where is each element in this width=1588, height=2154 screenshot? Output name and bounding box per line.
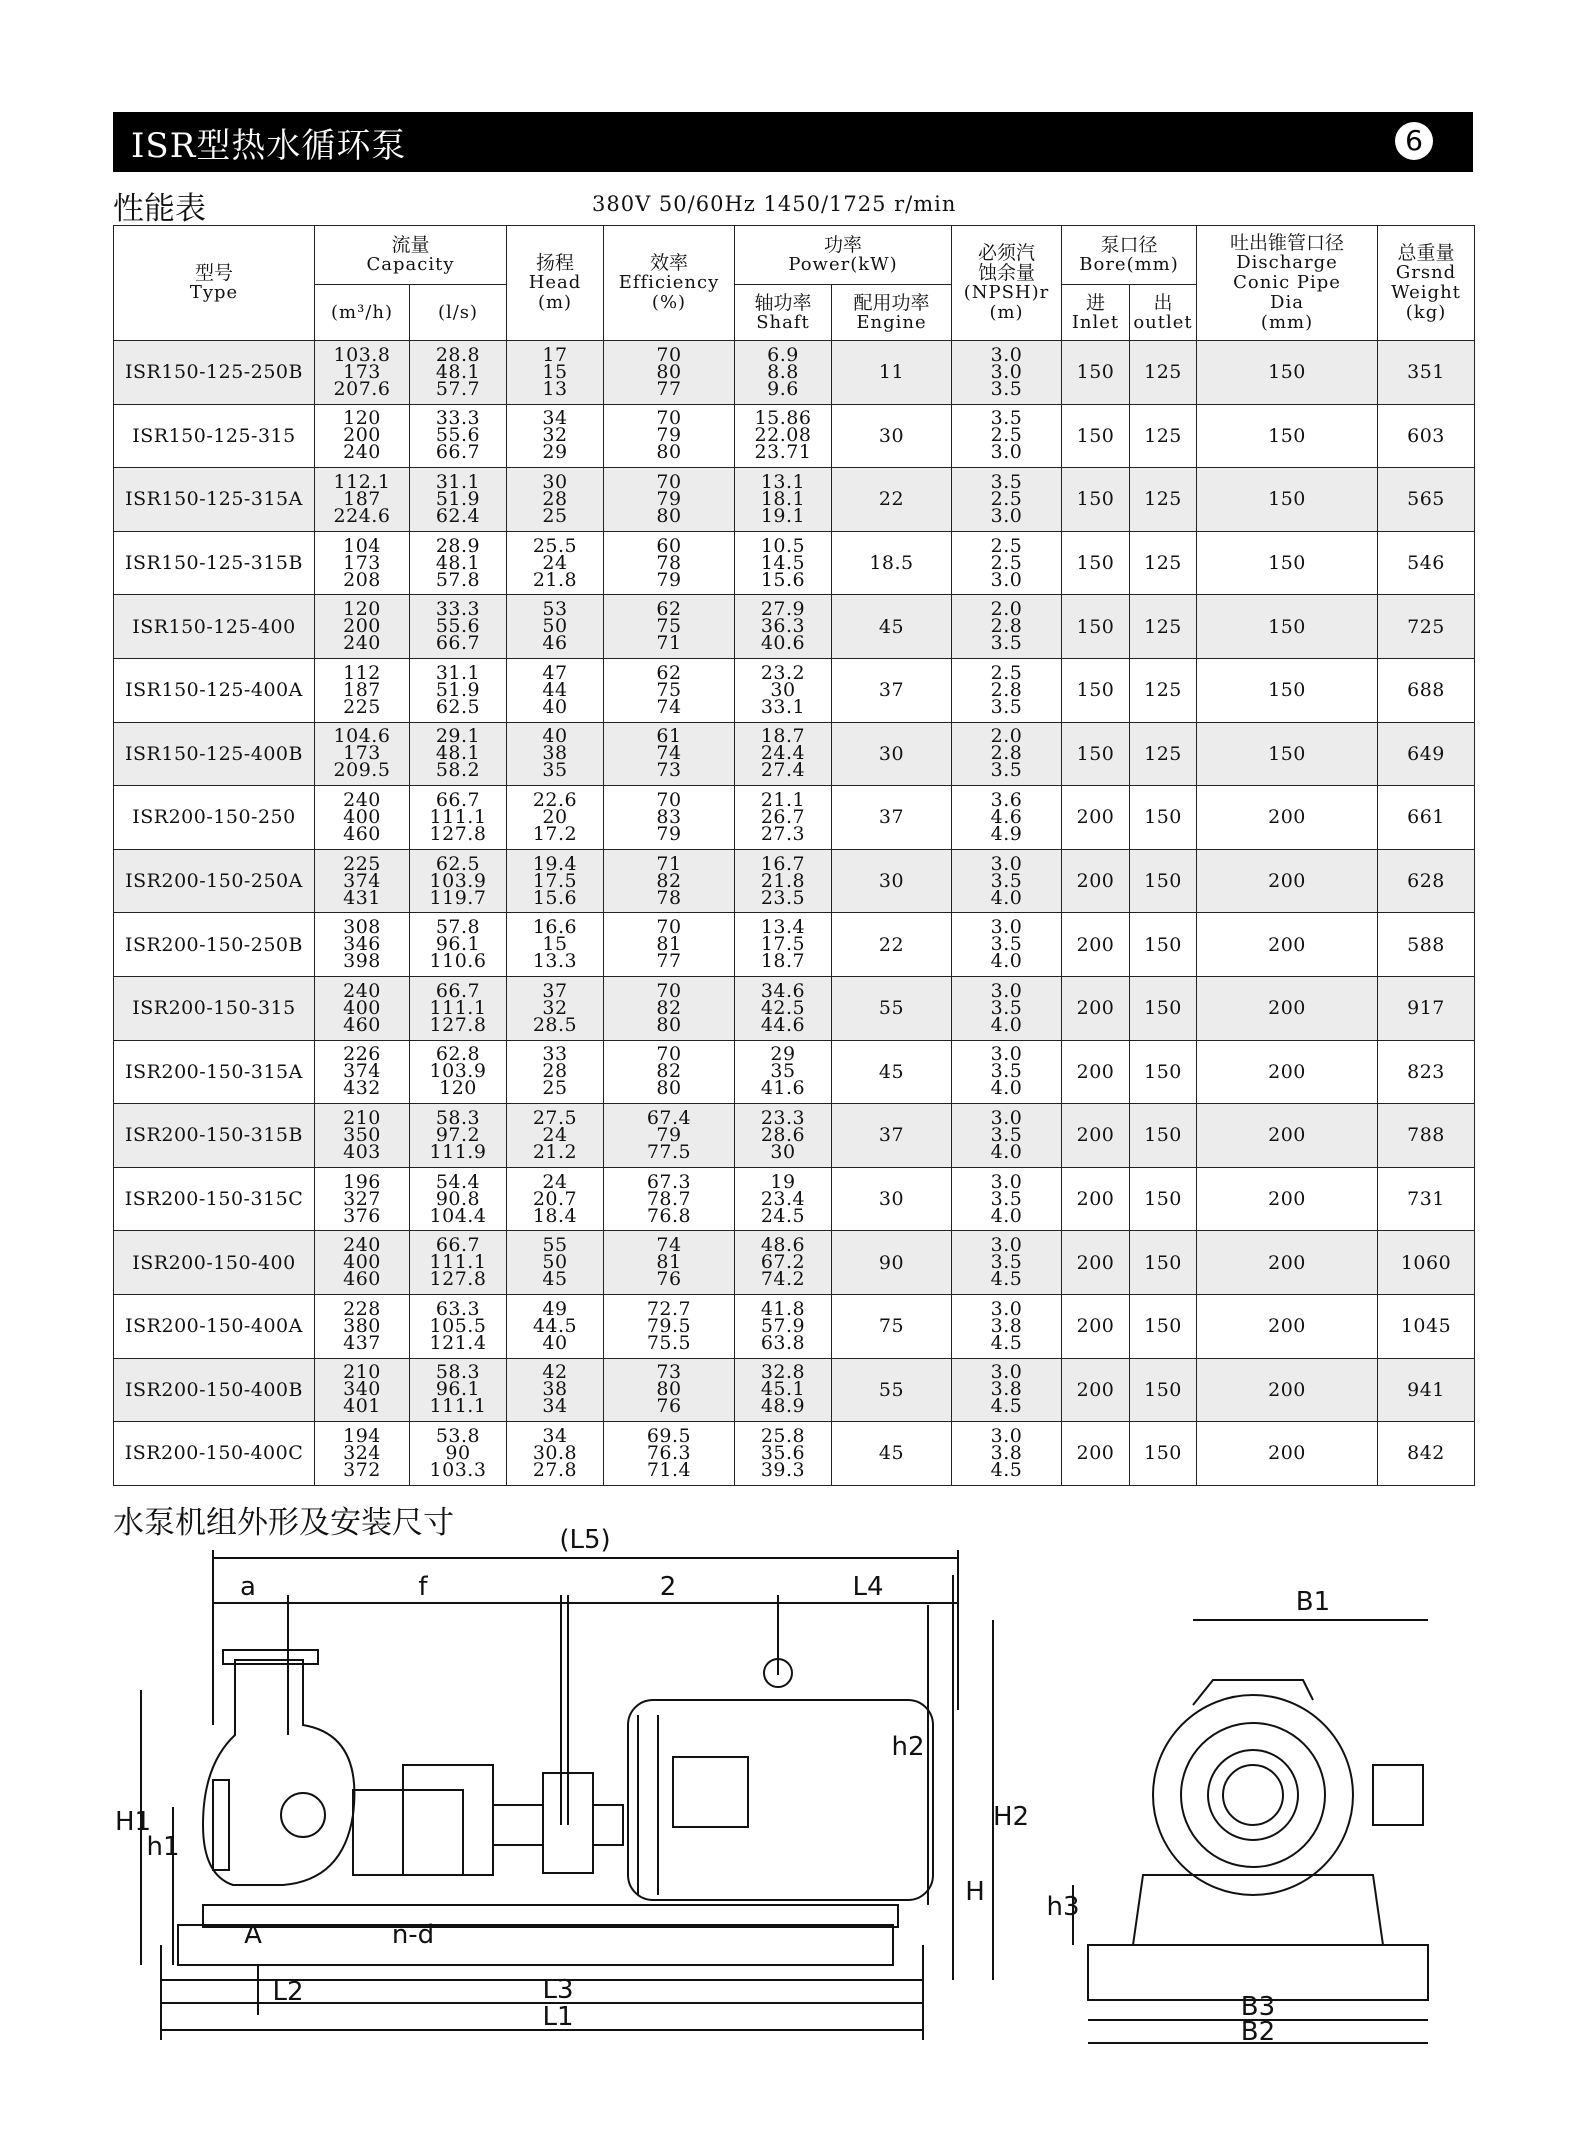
- cell-ls: 66.7 111.1 127.8: [410, 1231, 507, 1295]
- cell-eff: 62 75 71: [604, 595, 735, 659]
- cell-model: ISR200-150-250: [114, 786, 315, 850]
- cell-engine: 90: [832, 1231, 952, 1295]
- header-bar: [113, 112, 1473, 172]
- cell-eff: 70 82 80: [604, 1040, 735, 1104]
- cell-head: 25.5 24 21.8: [507, 531, 604, 595]
- cell-engine: 11: [832, 341, 952, 405]
- cell-outlet: 125: [1130, 531, 1197, 595]
- cell-m3h: 308 346 398: [315, 913, 410, 977]
- col-capacity: 流量 Capacity: [315, 226, 507, 285]
- cell-engine: 37: [832, 786, 952, 850]
- cell-outlet: 125: [1130, 658, 1197, 722]
- cell-shaft: 10.5 14.5 15.6: [735, 531, 832, 595]
- cell-disch: 150: [1197, 468, 1378, 532]
- cell-head: 22.6 20 17.2: [507, 786, 604, 850]
- cell-head: 42 38 34: [507, 1358, 604, 1422]
- cell-engine: 45: [832, 595, 952, 659]
- cell-npsh: 3.0 3.5 4.0: [952, 1040, 1062, 1104]
- cell-weight: 351: [1378, 341, 1475, 405]
- cell-weight: 661: [1378, 786, 1475, 850]
- cell-weight: 603: [1378, 404, 1475, 468]
- cell-ls: 62.5 103.9 119.7: [410, 849, 507, 913]
- cell-npsh: 3.0 3.5 4.0: [952, 1104, 1062, 1168]
- cell-m3h: 196 327 376: [315, 1167, 410, 1231]
- cell-m3h: 103.8 173 207.6: [315, 341, 410, 405]
- cell-engine: 30: [832, 404, 952, 468]
- cell-npsh: 3.5 2.5 3.0: [952, 404, 1062, 468]
- cell-npsh: 3.0 3.5 4.0: [952, 913, 1062, 977]
- cell-head: 16.6 15 13.3: [507, 913, 604, 977]
- cell-eff: 70 82 80: [604, 976, 735, 1040]
- col-type: 型号 Type: [114, 226, 315, 341]
- cell-weight: 823: [1378, 1040, 1475, 1104]
- cell-outlet: 125: [1130, 341, 1197, 405]
- side-view-pedestal: [1133, 1875, 1383, 1945]
- cell-inlet: 150: [1062, 595, 1130, 659]
- cell-disch: 150: [1197, 341, 1378, 405]
- cell-shaft: 16.7 21.8 23.5: [735, 849, 832, 913]
- cell-head: 47 44 40: [507, 658, 604, 722]
- cell-eff: 67.3 78.7 76.8: [604, 1167, 735, 1231]
- table-row: [114, 976, 1475, 1040]
- cell-engine: 75: [832, 1294, 952, 1358]
- performance-table-body: [114, 341, 1475, 1486]
- cell-model: ISR200-150-250A: [114, 849, 315, 913]
- cell-engine: 30: [832, 722, 952, 786]
- cell-engine: 37: [832, 1104, 952, 1168]
- cell-eff: 70 81 77: [604, 913, 735, 977]
- cell-disch: 200: [1197, 976, 1378, 1040]
- dim-label-h1-upper: H1: [114, 1807, 152, 1837]
- terminal-box: [673, 1757, 748, 1827]
- table-row: [114, 595, 1475, 659]
- cell-disch: 150: [1197, 595, 1378, 659]
- pump-volute: [203, 1660, 354, 1885]
- cell-m3h: 240 400 460: [315, 786, 410, 850]
- cell-model: ISR150-125-250B: [114, 341, 315, 405]
- cell-weight: 688: [1378, 658, 1475, 722]
- cell-m3h: 240 400 460: [315, 976, 410, 1040]
- table-row: [114, 1104, 1475, 1168]
- cell-disch: 150: [1197, 722, 1378, 786]
- cell-head: 30 28 25: [507, 468, 604, 532]
- cell-outlet: 150: [1130, 1167, 1197, 1231]
- cell-npsh: 3.0 3.0 3.5: [952, 341, 1062, 405]
- dim-label-b2: B2: [1240, 2017, 1276, 2047]
- cell-inlet: 200: [1062, 1294, 1130, 1358]
- cell-model: ISR200-150-400C: [114, 1422, 315, 1486]
- operating-conditions: 380V 50/60Hz 1450/1725 r/min: [592, 192, 957, 216]
- col-head: 扬程 Head (m): [507, 226, 604, 341]
- cell-outlet: 150: [1130, 1104, 1197, 1168]
- cell-outlet: 125: [1130, 404, 1197, 468]
- col-bore: 泵口径 Bore(mm): [1062, 226, 1197, 285]
- cell-m3h: 112 187 225: [315, 658, 410, 722]
- dim-label-h: H: [965, 1877, 985, 1907]
- cell-m3h: 112.1 187 224.6: [315, 468, 410, 532]
- cell-head: 55 50 45: [507, 1231, 604, 1295]
- dim-label-l1: L1: [542, 2002, 574, 2032]
- cell-ls: 62.8 103.9 120: [410, 1040, 507, 1104]
- cell-ls: 63.3 105.5 121.4: [410, 1294, 507, 1358]
- cell-disch: 150: [1197, 531, 1378, 595]
- cell-engine: 45: [832, 1040, 952, 1104]
- cell-ls: 28.9 48.1 57.8: [410, 531, 507, 595]
- table-row: [114, 849, 1475, 913]
- cell-disch: 200: [1197, 849, 1378, 913]
- cell-engine: 55: [832, 976, 952, 1040]
- col-npsh: 必须汽 蚀余量 (NPSH)r (m): [952, 226, 1062, 341]
- cell-eff: 67.4 79 77.5: [604, 1104, 735, 1168]
- cell-outlet: 150: [1130, 786, 1197, 850]
- dim-label-A: A: [244, 1920, 262, 1950]
- dim-label-f: f: [418, 1572, 428, 1602]
- col-engine: 配用功率 Engine: [832, 285, 952, 341]
- cell-disch: 200: [1197, 1167, 1378, 1231]
- cell-inlet: 200: [1062, 849, 1130, 913]
- bearing-housing: [353, 1790, 463, 1875]
- cell-inlet: 150: [1062, 404, 1130, 468]
- table-row: [114, 658, 1475, 722]
- cell-model: ISR200-150-400A: [114, 1294, 315, 1358]
- col-shaft: 轴功率 Shaft: [735, 285, 832, 341]
- cell-model: ISR200-150-400B: [114, 1358, 315, 1422]
- cell-head: 49 44.5 40: [507, 1294, 604, 1358]
- cell-shaft: 32.8 45.1 48.9: [735, 1358, 832, 1422]
- cell-engine: 30: [832, 849, 952, 913]
- cell-outlet: 125: [1130, 595, 1197, 659]
- cell-outlet: 150: [1130, 1358, 1197, 1422]
- cell-shaft: 25.8 35.6 39.3: [735, 1422, 832, 1486]
- table-row: [114, 786, 1475, 850]
- cell-npsh: 3.0 3.8 4.5: [952, 1358, 1062, 1422]
- cell-model: ISR200-150-315B: [114, 1104, 315, 1168]
- base-frame: [178, 1925, 893, 1965]
- cell-m3h: 104 173 208: [315, 531, 410, 595]
- cell-weight: 565: [1378, 468, 1475, 532]
- cell-npsh: 3.0 3.8 4.5: [952, 1422, 1062, 1486]
- cell-npsh: 3.0 3.5 4.5: [952, 1231, 1062, 1295]
- col-ls: (l/s): [410, 285, 507, 341]
- cell-inlet: 200: [1062, 1104, 1130, 1168]
- cell-model: ISR150-125-400: [114, 595, 315, 659]
- dim-label-2: 2: [659, 1572, 677, 1602]
- cell-disch: 200: [1197, 1231, 1378, 1295]
- cell-weight: 1045: [1378, 1294, 1475, 1358]
- cell-inlet: 200: [1062, 786, 1130, 850]
- cell-inlet: 150: [1062, 658, 1130, 722]
- cell-model: ISR200-150-315A: [114, 1040, 315, 1104]
- cell-weight: 788: [1378, 1104, 1475, 1168]
- cell-m3h: 240 400 460: [315, 1231, 410, 1295]
- cell-ls: 33.3 55.6 66.7: [410, 404, 507, 468]
- cell-m3h: 210 340 401: [315, 1358, 410, 1422]
- cell-eff: 70 79 80: [604, 468, 735, 532]
- cell-head: 37 32 28.5: [507, 976, 604, 1040]
- table-row: [114, 722, 1475, 786]
- cell-engine: 22: [832, 468, 952, 532]
- cell-shaft: 19 23.4 24.5: [735, 1167, 832, 1231]
- cell-inlet: 200: [1062, 1167, 1130, 1231]
- cell-ls: 57.8 96.1 110.6: [410, 913, 507, 977]
- cell-model: ISR150-125-315: [114, 404, 315, 468]
- cell-outlet: 150: [1130, 913, 1197, 977]
- cell-npsh: 3.5 2.5 3.0: [952, 468, 1062, 532]
- dim-label-h2-lower: h2: [891, 1732, 925, 1762]
- cell-disch: 150: [1197, 658, 1378, 722]
- cell-model: ISR150-125-400A: [114, 658, 315, 722]
- cell-weight: 588: [1378, 913, 1475, 977]
- col-discharge: 吐出锥管口径 Discharge Conic Pipe Dia (mm): [1197, 226, 1378, 341]
- cell-inlet: 200: [1062, 1040, 1130, 1104]
- cell-inlet: 150: [1062, 531, 1130, 595]
- cell-shaft: 6.9 8.8 9.6: [735, 341, 832, 405]
- cell-shaft: 15.86 22.08 23.71: [735, 404, 832, 468]
- cell-shaft: 23.3 28.6 30: [735, 1104, 832, 1168]
- col-weight: 总重量 Grsnd Weight (kg): [1378, 226, 1475, 341]
- cell-weight: 725: [1378, 595, 1475, 659]
- cell-weight: 546: [1378, 531, 1475, 595]
- table-row: [114, 1422, 1475, 1486]
- cell-model: ISR150-125-400B: [114, 722, 315, 786]
- cell-npsh: 3.6 4.6 4.9: [952, 786, 1062, 850]
- cell-engine: 22: [832, 913, 952, 977]
- cell-engine: 37: [832, 658, 952, 722]
- cell-npsh: 2.5 2.8 3.5: [952, 658, 1062, 722]
- cell-ls: 31.1 51.9 62.5: [410, 658, 507, 722]
- dim-label-b1: B1: [1295, 1587, 1331, 1617]
- cell-disch: 200: [1197, 913, 1378, 977]
- col-inlet: 进 Inlet: [1062, 285, 1130, 341]
- cell-weight: 628: [1378, 849, 1475, 913]
- cell-disch: 200: [1197, 1040, 1378, 1104]
- cell-inlet: 200: [1062, 976, 1130, 1040]
- cell-m3h: 194 324 372: [315, 1422, 410, 1486]
- cell-head: 17 15 13: [507, 341, 604, 405]
- cell-model: ISR150-125-315A: [114, 468, 315, 532]
- cell-m3h: 104.6 173 209.5: [315, 722, 410, 786]
- cell-model: ISR200-150-400: [114, 1231, 315, 1295]
- col-m3h: (m³/h): [315, 285, 410, 341]
- cell-disch: 200: [1197, 1104, 1378, 1168]
- pump-installation-drawing: [113, 1525, 1473, 2085]
- cell-m3h: 228 380 437: [315, 1294, 410, 1358]
- cell-ls: 58.3 97.2 111.9: [410, 1104, 507, 1168]
- cell-shaft: 13.1 18.1 19.1: [735, 468, 832, 532]
- table-row: [114, 1294, 1475, 1358]
- cell-weight: 1060: [1378, 1231, 1475, 1295]
- table-row: [114, 1040, 1475, 1104]
- cell-m3h: 226 374 432: [315, 1040, 410, 1104]
- dim-label-l5: (L5): [559, 1525, 611, 1555]
- drawing-section-title: 水泵机组外形及安装尺寸: [113, 1505, 454, 1541]
- dim-label-a: a: [240, 1572, 256, 1602]
- cell-disch: 200: [1197, 1294, 1378, 1358]
- cell-engine: 18.5: [832, 531, 952, 595]
- cell-shaft: 23.2 30 33.1: [735, 658, 832, 722]
- cell-m3h: 120 200 240: [315, 404, 410, 468]
- dim-label-h2-upper: H2: [992, 1802, 1030, 1832]
- cell-head: 40 38 35: [507, 722, 604, 786]
- cell-ls: 53.8 90 103.3: [410, 1422, 507, 1486]
- cell-eff: 70 79 80: [604, 404, 735, 468]
- cell-eff: 71 82 78: [604, 849, 735, 913]
- cell-engine: 45: [832, 1422, 952, 1486]
- cell-shaft: 21.1 26.7 27.3: [735, 786, 832, 850]
- cell-ls: 58.3 96.1 111.1: [410, 1358, 507, 1422]
- cell-disch: 200: [1197, 1422, 1378, 1486]
- dim-label-l4: L4: [852, 1572, 884, 1602]
- dim-label-l3: L3: [542, 1975, 574, 2005]
- cell-head: 24 20.7 18.4: [507, 1167, 604, 1231]
- cell-npsh: 3.0 3.5 4.0: [952, 849, 1062, 913]
- cell-eff: 74 81 76: [604, 1231, 735, 1295]
- cell-engine: 30: [832, 1167, 952, 1231]
- cell-ls: 54.4 90.8 104.4: [410, 1167, 507, 1231]
- cell-weight: 731: [1378, 1167, 1475, 1231]
- cell-weight: 941: [1378, 1358, 1475, 1422]
- cell-outlet: 150: [1130, 1040, 1197, 1104]
- cell-eff: 72.7 79.5 75.5: [604, 1294, 735, 1358]
- cell-inlet: 150: [1062, 722, 1130, 786]
- cell-disch: 200: [1197, 786, 1378, 850]
- cell-disch: 150: [1197, 404, 1378, 468]
- table-row: [114, 531, 1475, 595]
- table-row: [114, 341, 1475, 405]
- cell-shaft: 27.9 36.3 40.6: [735, 595, 832, 659]
- cell-eff: 70 80 77: [604, 341, 735, 405]
- dim-label-h1-lower: h1: [146, 1832, 180, 1862]
- table-row: [114, 468, 1475, 532]
- dim-label-h3: h3: [1046, 1892, 1080, 1922]
- cell-eff: 73 80 76: [604, 1358, 735, 1422]
- table-row: [114, 913, 1475, 977]
- cell-eff: 69.5 76.3 71.4: [604, 1422, 735, 1486]
- cell-outlet: 125: [1130, 468, 1197, 532]
- cell-shaft: 34.6 42.5 44.6: [735, 976, 832, 1040]
- cell-inlet: 150: [1062, 468, 1130, 532]
- cell-ls: 33.3 55.6 66.7: [410, 595, 507, 659]
- table-row: [114, 1167, 1475, 1231]
- cell-eff: 61 74 73: [604, 722, 735, 786]
- cell-npsh: 2.0 2.8 3.5: [952, 595, 1062, 659]
- cell-outlet: 150: [1130, 1294, 1197, 1358]
- cell-head: 53 50 46: [507, 595, 604, 659]
- cell-shaft: 29 35 41.6: [735, 1040, 832, 1104]
- cell-outlet: 125: [1130, 722, 1197, 786]
- cell-ls: 66.7 111.1 127.8: [410, 976, 507, 1040]
- table-row: [114, 1358, 1475, 1422]
- cell-eff: 70 83 79: [604, 786, 735, 850]
- cell-m3h: 120 200 240: [315, 595, 410, 659]
- cell-m3h: 225 374 431: [315, 849, 410, 913]
- performance-table: [113, 225, 1475, 1486]
- cell-ls: 28.8 48.1 57.7: [410, 341, 507, 405]
- cell-outlet: 150: [1130, 1422, 1197, 1486]
- cell-head: 27.5 24 21.2: [507, 1104, 604, 1168]
- cell-head: 34 32 29: [507, 404, 604, 468]
- cell-weight: 917: [1378, 976, 1475, 1040]
- col-power: 功率 Power(kW): [735, 226, 952, 285]
- cell-eff: 60 78 79: [604, 531, 735, 595]
- cell-m3h: 210 350 403: [315, 1104, 410, 1168]
- dim-label-l2: L2: [272, 1977, 304, 2007]
- cell-outlet: 150: [1130, 976, 1197, 1040]
- cell-npsh: 3.0 3.5 4.0: [952, 1167, 1062, 1231]
- col-outlet: 出 outlet: [1130, 285, 1197, 341]
- cell-model: ISR150-125-315B: [114, 531, 315, 595]
- cell-shaft: 13.4 17.5 18.7: [735, 913, 832, 977]
- perf-section-title: 性能表: [113, 191, 206, 227]
- cell-npsh: 2.5 2.5 3.0: [952, 531, 1062, 595]
- cell-npsh: 3.0 3.5 4.0: [952, 976, 1062, 1040]
- page-title: ISR型热水循环泵: [131, 126, 407, 166]
- table-row: [114, 1231, 1475, 1295]
- cell-model: ISR200-150-250B: [114, 913, 315, 977]
- col-efficiency: 效率 Efficiency (%): [604, 226, 735, 341]
- cell-outlet: 150: [1130, 1231, 1197, 1295]
- cell-model: ISR200-150-315C: [114, 1167, 315, 1231]
- cell-inlet: 200: [1062, 1358, 1130, 1422]
- cell-weight: 649: [1378, 722, 1475, 786]
- cell-shaft: 48.6 67.2 74.2: [735, 1231, 832, 1295]
- cell-outlet: 150: [1130, 849, 1197, 913]
- cell-weight: 842: [1378, 1422, 1475, 1486]
- table-row: [114, 404, 1475, 468]
- cell-inlet: 200: [1062, 1231, 1130, 1295]
- cell-head: 33 28 25: [507, 1040, 604, 1104]
- dim-label-b3: B3: [1240, 1992, 1276, 2022]
- dim-label-nd: n-d: [391, 1920, 435, 1950]
- cell-shaft: 18.7 24.4 27.4: [735, 722, 832, 786]
- side-view-volute: [1153, 1695, 1353, 1895]
- cell-engine: 55: [832, 1358, 952, 1422]
- cell-shaft: 41.8 57.9 63.8: [735, 1294, 832, 1358]
- cell-inlet: 150: [1062, 341, 1130, 405]
- cell-ls: 31.1 51.9 62.4: [410, 468, 507, 532]
- cell-inlet: 200: [1062, 913, 1130, 977]
- page-number-badge: 6: [1395, 122, 1433, 160]
- cell-model: ISR200-150-315: [114, 976, 315, 1040]
- cell-ls: 29.1 48.1 58.2: [410, 722, 507, 786]
- cell-eff: 62 75 74: [604, 658, 735, 722]
- cell-disch: 200: [1197, 1358, 1378, 1422]
- cell-npsh: 3.0 3.8 4.5: [952, 1294, 1062, 1358]
- cell-npsh: 2.0 2.8 3.5: [952, 722, 1062, 786]
- cell-inlet: 200: [1062, 1422, 1130, 1486]
- cell-head: 19.4 17.5 15.6: [507, 849, 604, 913]
- cell-head: 34 30.8 27.8: [507, 1422, 604, 1486]
- cell-ls: 66.7 111.1 127.8: [410, 786, 507, 850]
